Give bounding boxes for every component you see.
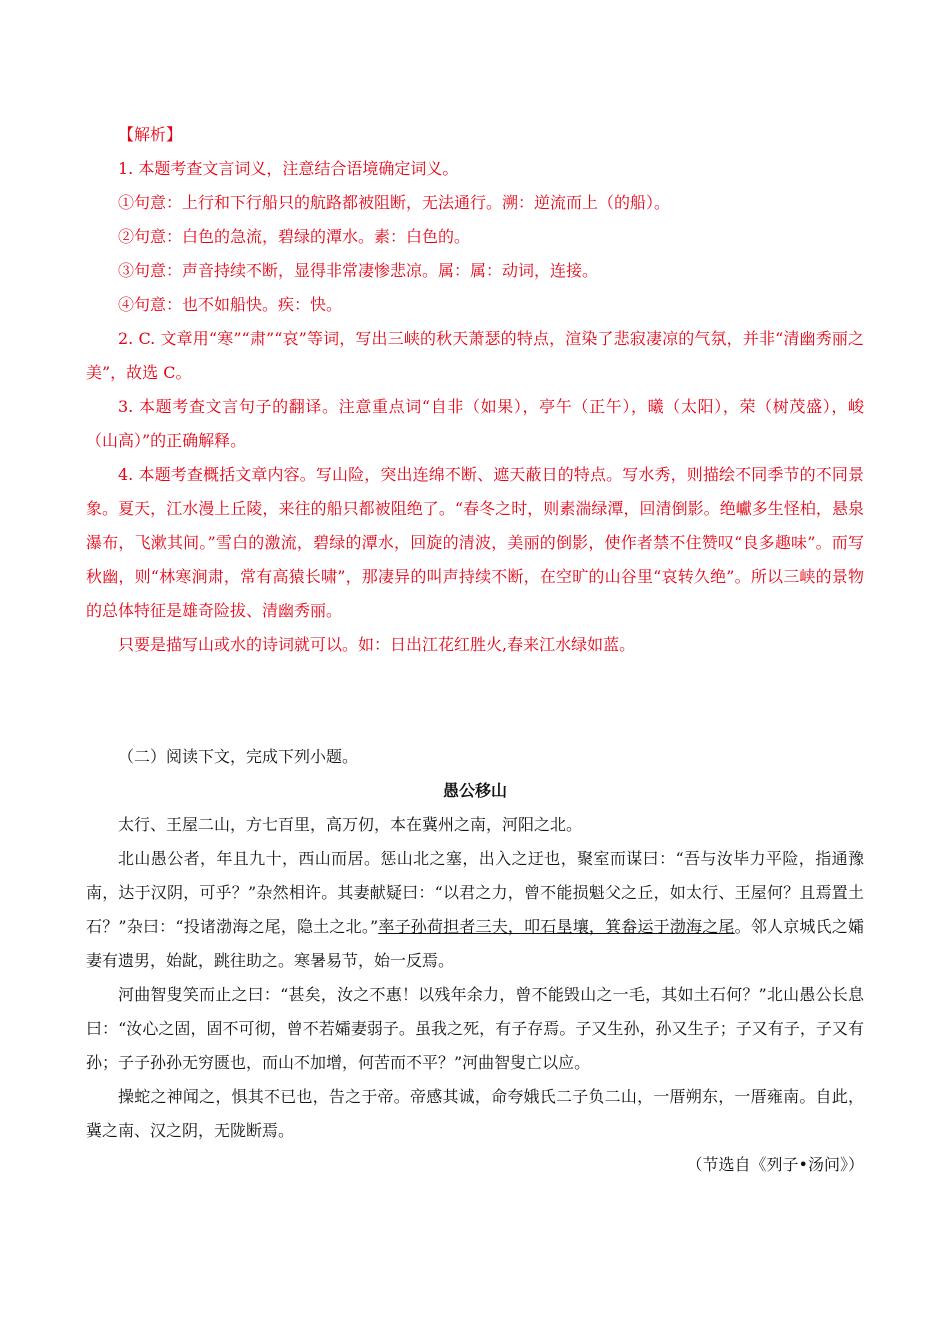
passage-paragraph-4: 操蛇之神闻之，惧其不已也，告之于帝。帝感其诚，命夸娥氏二子负二山，一厝朔东，一厝雍南。自此，冀之南、汉之阴，无陇断焉。: [86, 1087, 864, 1140]
analysis-item-5: 只要是描写山或水的诗词就可以。如：日出江花红胜火,春来江水绿如蓝。: [118, 635, 636, 654]
analysis-section: [86, 118, 864, 662]
analysis-item-1: 1. 本题考查文言词义，注意结合语境确定词义。: [118, 159, 459, 178]
passage-paragraph-2: [86, 842, 864, 978]
analysis-item-3: 3. 本题考查文言句子的翻译。注意重点词“自非（如果），亭午（正午），曦（太阳），荣（树茂盛），峻（山高）”的正确解释。: [86, 397, 864, 450]
analysis-item-1d: ④句意：也不如船快。疾：快。: [118, 295, 343, 314]
paragraph-2-part-b: 。邻人京城氏之孀妻有遗男，始龀，跳往助之。寒暑易节，始一反焉。: [86, 917, 864, 970]
passage-source: （节选自《列子•汤问》）: [686, 1155, 864, 1174]
section-instruction: （二）阅读下文，完成下列小题。: [118, 747, 359, 766]
paragraph-2-part-a: 北山愚公者，年且九十，西山而居。惩山北之塞，出入之迂也，聚室而谋曰：“吾与汝毕力平险，指通豫南，达于汉阴，可乎？”杂然相许。其妻献疑曰：“以君之力，曾不能损魁父之丘，如太行、王屋何？且焉置土石？”杂曰：“投诸渤海之尾，隐土之北。”: [86, 849, 864, 936]
reading-section: [86, 740, 864, 1182]
passage-title: 愚公移山: [442, 781, 507, 800]
analysis-item-1a: ①句意：上行和下行船只的航路都被阻断，无法通行。溯：逆流而上（的船）。: [118, 193, 671, 212]
analysis-item-1b: ②句意：白色的急流，碧绿的潭水。素：白色的。: [118, 227, 471, 246]
underlined-sentence: 率子孙荷担者三夫，叩石垦壤，箕畚运于渤海之尾: [378, 917, 735, 936]
analysis-item-4: 4. 本题考查概括文章内容。写山险，突出连绵不断、遮天蔽日的特点。写水秀，则描绘不同季节的不同景象。夏天，江水漫上丘陵，来往的船只都被阻绝了。“春冬之时，则素湍绿潭，回清倒影。绝巘多生怪柏，悬泉瀑布，飞漱其间。”雪白的激流，碧绿的潭水，回旋的清波，美丽的倒影，使作者禁不住赞叹“良多趣味”。而写秋幽，则“林寒涧肃，常有高猿长啸”，那凄异的叫声持续不断，在空旷的山谷里“哀转久绝”。所以三峡的景物的总体特征是雄奇险拔、清幽秀丽。: [86, 465, 864, 620]
analysis-item-1c: ③句意：声音持续不断，显得非常凄惨悲凉。属：属：动词，连接。: [118, 261, 599, 280]
passage-paragraph-1: 太行、王屋二山，方七百里，高万仞，本在冀州之南，河阳之北。: [118, 815, 583, 834]
analysis-label: 【解析】: [118, 125, 183, 144]
analysis-item-2: 2. C. 文章用“寒”“肃”“哀”等词，写出三峡的秋天萧瑟的特点，渲染了悲寂凄凉的气氛，并非“清幽秀丽之美”，故选 C。: [86, 329, 864, 382]
passage-paragraph-3: 河曲智叟笑而止之曰：“甚矣，汝之不惠！以残年余力，曾不能毁山之一毛，其如土石何？”北山愚公长息曰：“汝心之固，固不可彻，曾不若孀妻弱子。虽我之死，有子存焉。子又生孙，孙又生子；子又有子，子又有孙；子子孙孙无穷匮也，而山不加增，何苦而不平？”河曲智叟亡以应。: [86, 985, 864, 1072]
